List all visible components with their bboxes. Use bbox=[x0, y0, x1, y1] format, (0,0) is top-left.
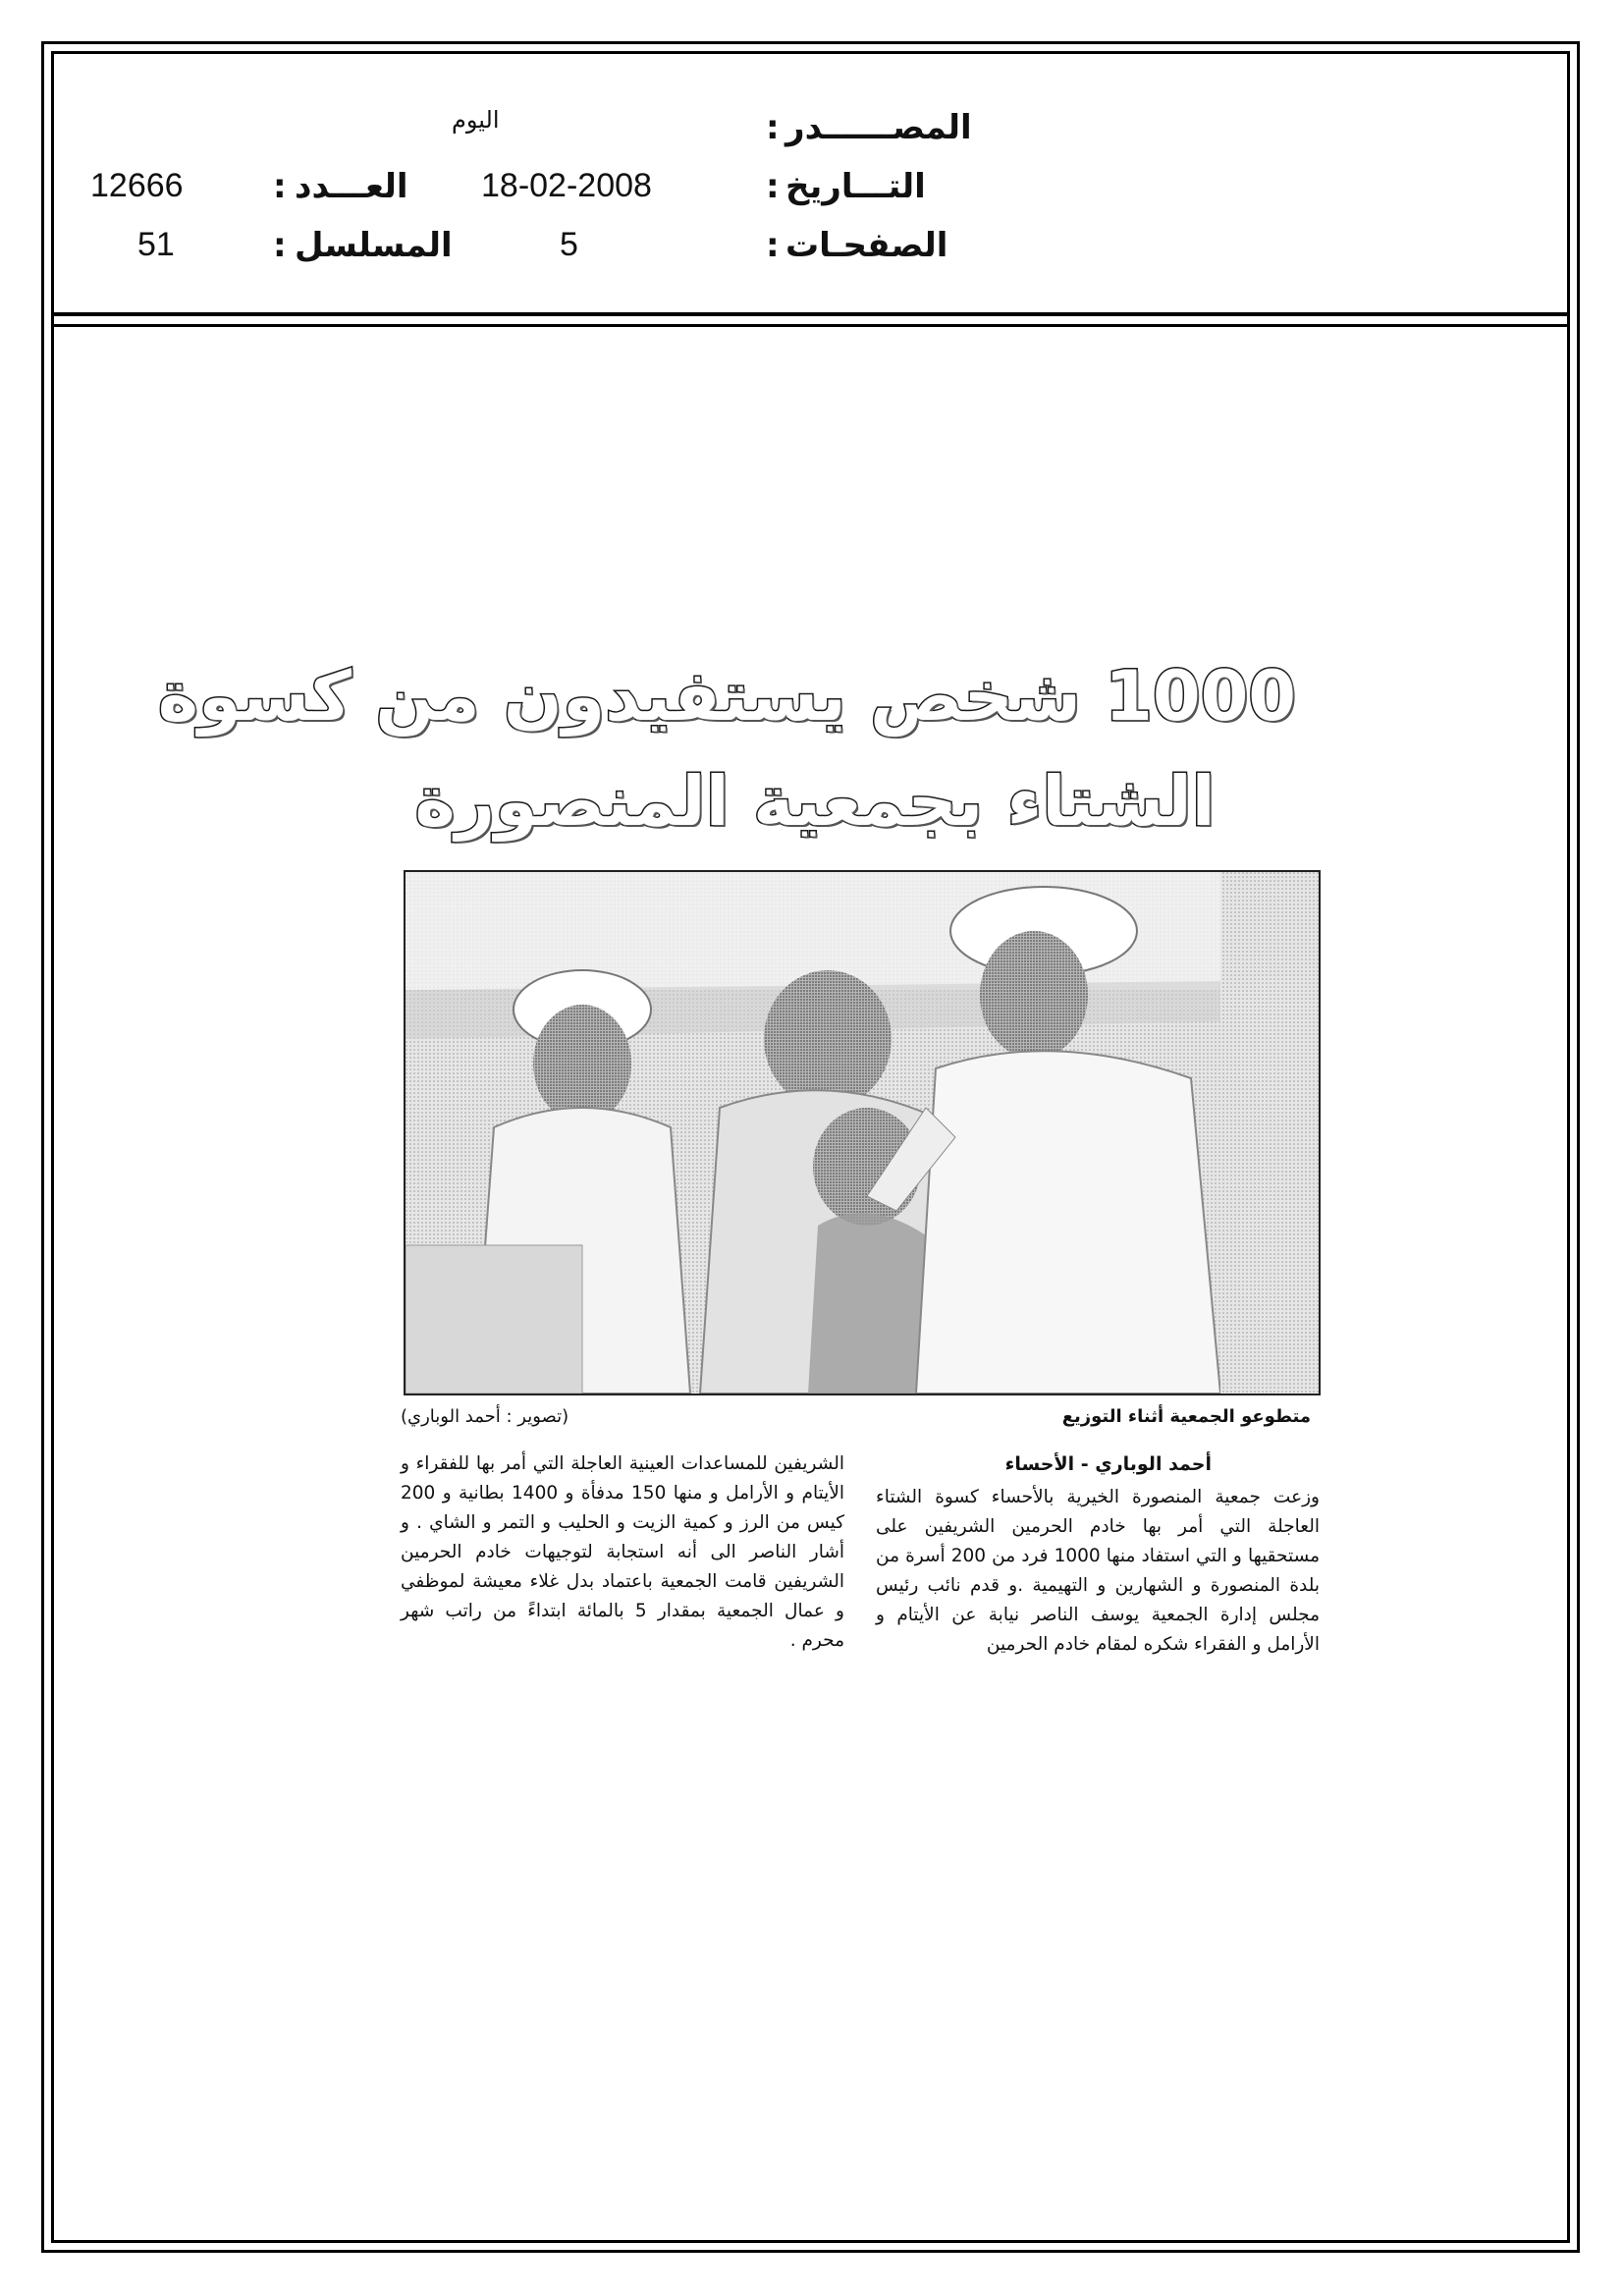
pages-value: 5 bbox=[560, 226, 578, 263]
serial-label: المسلسل bbox=[295, 226, 453, 265]
header-divider bbox=[51, 312, 1570, 316]
serial-colon: : bbox=[273, 226, 287, 265]
byline: أحمد الوباري - الأحساء bbox=[1004, 1453, 1212, 1475]
header-divider-inner bbox=[51, 324, 1570, 327]
article-column-right bbox=[876, 1449, 1320, 1660]
source-value: اليوم bbox=[452, 106, 500, 134]
issue-label: العـــدد bbox=[295, 167, 408, 206]
issue-value: 12666 bbox=[90, 167, 184, 204]
serial-value: 51 bbox=[137, 226, 175, 263]
date-label: التـــاريخ bbox=[785, 167, 926, 206]
headline-line-1: 1000 شخص يستفيدون من كسوة bbox=[157, 656, 1296, 737]
photo-credit: (تصوير : أحمد الوباري) bbox=[401, 1406, 569, 1427]
article-photo bbox=[404, 870, 1321, 1395]
article-column-left bbox=[401, 1449, 844, 1656]
pages-label: الصفحـات bbox=[785, 226, 948, 265]
pages-colon: : bbox=[766, 226, 780, 265]
issue-colon: : bbox=[273, 167, 287, 206]
article-paragraph-2: الشريفين للمساعدات العينية العاجلة التي أمر بها للفقراء و الأيتام و الأرامل و منها 150 مدفأة و 1400 بطانية و 200 كيس من الرز و كمية الزيت و الحليب و التمر و الشاي . و أشار الناصر الى أنه استجابة لتوجيهات خادم الحرمين الشريفين قامت الجمعية باعتماد بدل غلاء معيشة لموظفي و عمال الجمعية بمقدار 5 بالمائة ابتداءً من راتب شهر محرم . bbox=[401, 1453, 845, 1651]
date-value: 18-02-2008 bbox=[481, 167, 652, 204]
source-colon: : bbox=[766, 108, 780, 147]
headline-line-2: الشتاء بجمعية المنصورة bbox=[414, 761, 1216, 842]
article-paragraph-1: وزعت جمعية المنصورة الخيرية بالأحساء كسوة الشتاء العاجلة التي أمر بها خادم الحرمين الشريفين على مستحقيها و التي استفاد منها 1000 فرد من 200 أسرة من بلدة المنصورة و الشهارين و التهيمية .و قدم نائب رئيس مجلس إدارة الجمعية يوسف الناصر نيابة عن الأيتام و الأرامل و الفقراء شكره لمقام خادم الحرمين bbox=[876, 1487, 1320, 1655]
source-label: المصــــــدر bbox=[785, 108, 972, 147]
date-colon: : bbox=[766, 167, 780, 206]
photo-caption: متطوعو الجمعية أثناء التوزيع bbox=[1061, 1406, 1311, 1427]
